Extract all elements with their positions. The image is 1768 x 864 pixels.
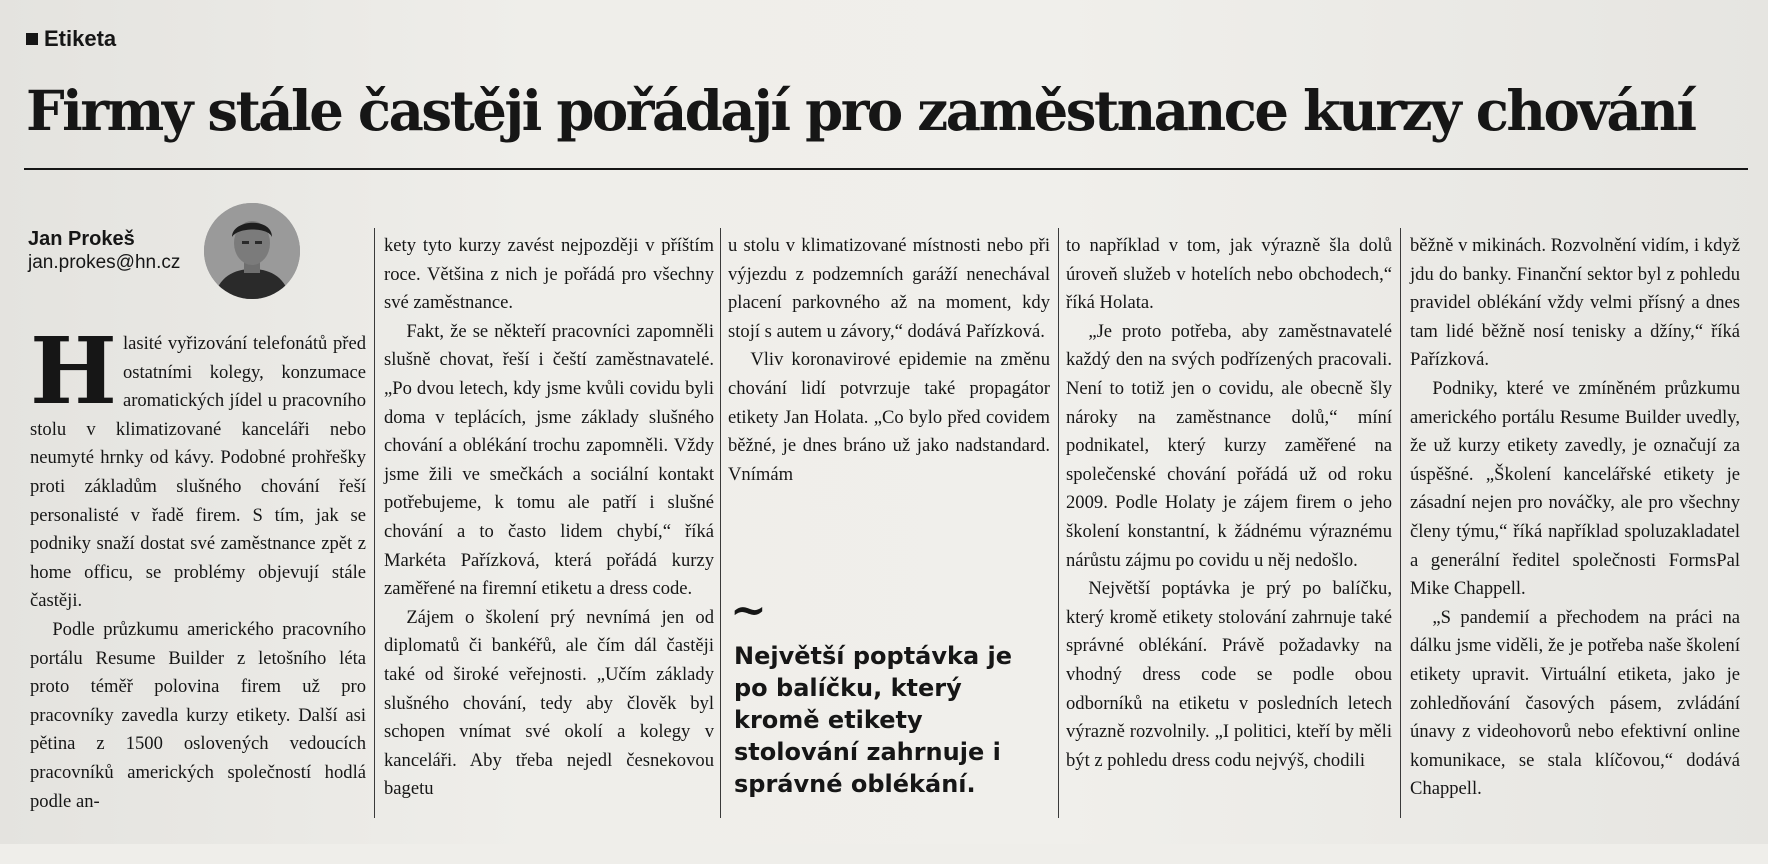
pull-quote: Největší poptávka je po balíčku, který kromě etikety stolování zahrnuje i správné oblékání.: [734, 642, 1013, 798]
author-photo: [204, 203, 300, 299]
article-column-1: [30, 317, 366, 816]
paragraph: běžně v mikinách. Rozvolnění vidím, i když jdu do banky. Finanční sektor byl z pohledu pravidel oblékání vždy velmi přísný a dnes tam lidé běžně nosí tenisky a džíny,“ říká Pařízková.: [1410, 235, 1740, 371]
section-tag: [26, 26, 116, 52]
column-divider: [1400, 228, 1401, 818]
author-email: jan.prokes@hn.cz: [28, 252, 181, 273]
paragraph: u stolu v klimatizované místnosti nebo při výjezdu z podzemních garáží nenechával placení parkovného až na moment, kdy stojí s autem u závory,“ dodává Pařízková.: [728, 235, 1050, 342]
article-column-4: [1066, 232, 1392, 775]
paragraph: Vliv koronavirové epidemie na změnu chování lidí potvrzuje také propagátor etikety Jan Holata. „Co bylo před covidem běžné, je dnes bráno už jako nadstandard. Vnímám: [728, 349, 1050, 485]
article-column-3: [728, 232, 1050, 489]
paragraph: Zájem o školení prý nevnímá jen od diplomatů či bankéřů, ale čím dál častěji také od široké veřejnosti. „Učím základy slušného chování, tedy aby člověk byl schopen vnímat své okolí a kolegy v kanceláři. Aby třeba nejedl česnekovou bagetu: [384, 606, 714, 800]
headline-rule: [24, 168, 1748, 170]
paragraph: Podle průzkumu amerického pracovního portálu Resume Builder z letošního léta proto téměř polovina firem už pro pracovníky zavedla kurzy etikety. Další asi pětina z 1500 oslovených vedoucích pracovníků amerických společností hodlá podle an-: [30, 618, 366, 812]
paragraph: Podniky, které ve zmíněném průzkumu amerického portálu Resume Builder uvedly, že už kurzy etikety zavedly, je označují za úspěšné. „Školení kancelářské etikety je zásadní nejen pro nováčky, ale pro všechny členy týmu,“ říká například spoluzakladatel a generální ředitel společnosti FormsPal Mike Chappell.: [1410, 377, 1740, 600]
paragraph: [30, 317, 366, 616]
page-bottom-edge: [0, 844, 1768, 864]
author-portrait-icon: [204, 203, 300, 299]
paragraph: „S pandemií a přechodem na práci na dálku jsme viděli, že je potřeba naše školení etikety upravit. Virtuální etiketa, jako je zohledňování časových pásem, zvládání únavy z videohovorů nebo efektivní online komunikace, se stala klíčovou,“ dodává Chappell.: [1410, 606, 1740, 800]
square-bullet-icon: [26, 33, 38, 45]
drop-cap: H: [30, 317, 117, 425]
headline: Firmy stále častěji pořádají pro zaměstnance kurzy chování: [26, 78, 1695, 143]
column-divider: [720, 228, 721, 818]
paragraph: Fakt, že se někteří pracovníci zapomněli slušně chovat, řeší i čeští zaměstnavatelé. „Po dvou letech, kdy jsme kvůli covidu byli doma v teplácích, jsme základy slušného chování a oblékání trochu zapomněli. Vždy jsme žili ve smečkách a sociální kontakt potřebujeme, k tomu ale patří i slušné chování a to často lidem chybí,“ říká Markéta Pařízková, která pořádá kurzy zaměřené na firemní etiketu a dress code.: [384, 320, 714, 600]
pull-quote-mark: ~: [730, 585, 767, 636]
paragraph: Největší poptávka je prý po balíčku, který kromě etikety stolování zahrnuje také správné oblékání. Právě požadavky na vhodný dress code se podle obou odborníků na etiketu v posledních letech výrazně rozvolnily. „I politici, kteří by měli být z pohledu dress codu nejvýš, chodili: [1066, 578, 1392, 771]
paragraph: „Je proto potřeba, aby zaměstnavatelé každý den na svých podřízených pracovali. Není to totiž jen o covidu, ale obecně šly nároky na zaměstnance dolů,“ míní podnikatel, který kurzy zaměřené na společenské chování pořádá už od roku 2009. Podle Holaty je zájem firem o jeho školení konstantní, k žádnému výraznému nárůstu zájmu po covidu u něj nedošlo.: [1066, 320, 1392, 571]
column-divider: [374, 228, 375, 818]
article-column-2: [384, 232, 714, 804]
author-name: Jan Prokeš: [28, 228, 135, 250]
paragraph: to například v tom, jak výrazně šla dolů úroveň služeb v hotelích nebo obchodech,“ říká Holata.: [1066, 235, 1392, 314]
section-tag-label: Etiketa: [44, 26, 117, 51]
paragraph: kety tyto kurzy zavést nejpozději v příštím roce. Většina z nich je pořádá pro všechny své zaměstnance.: [384, 235, 714, 314]
column-divider: [1058, 228, 1059, 818]
article-column-5: [1410, 232, 1740, 804]
paragraph-text: lasité vyřizování telefonátů před ostatními kolegy, konzumace aromatických jídel u pracovního stolu v klimatizované kanceláři nebo neumyté hrnky od kávy. Podobné prohřešky proti základům slušného chování řeší personalisté v řadě firem. S tím, jak se podniky snaží dostat své zaměstnance zpět z home officu, se problémy objevují stále častěji.: [30, 333, 366, 612]
